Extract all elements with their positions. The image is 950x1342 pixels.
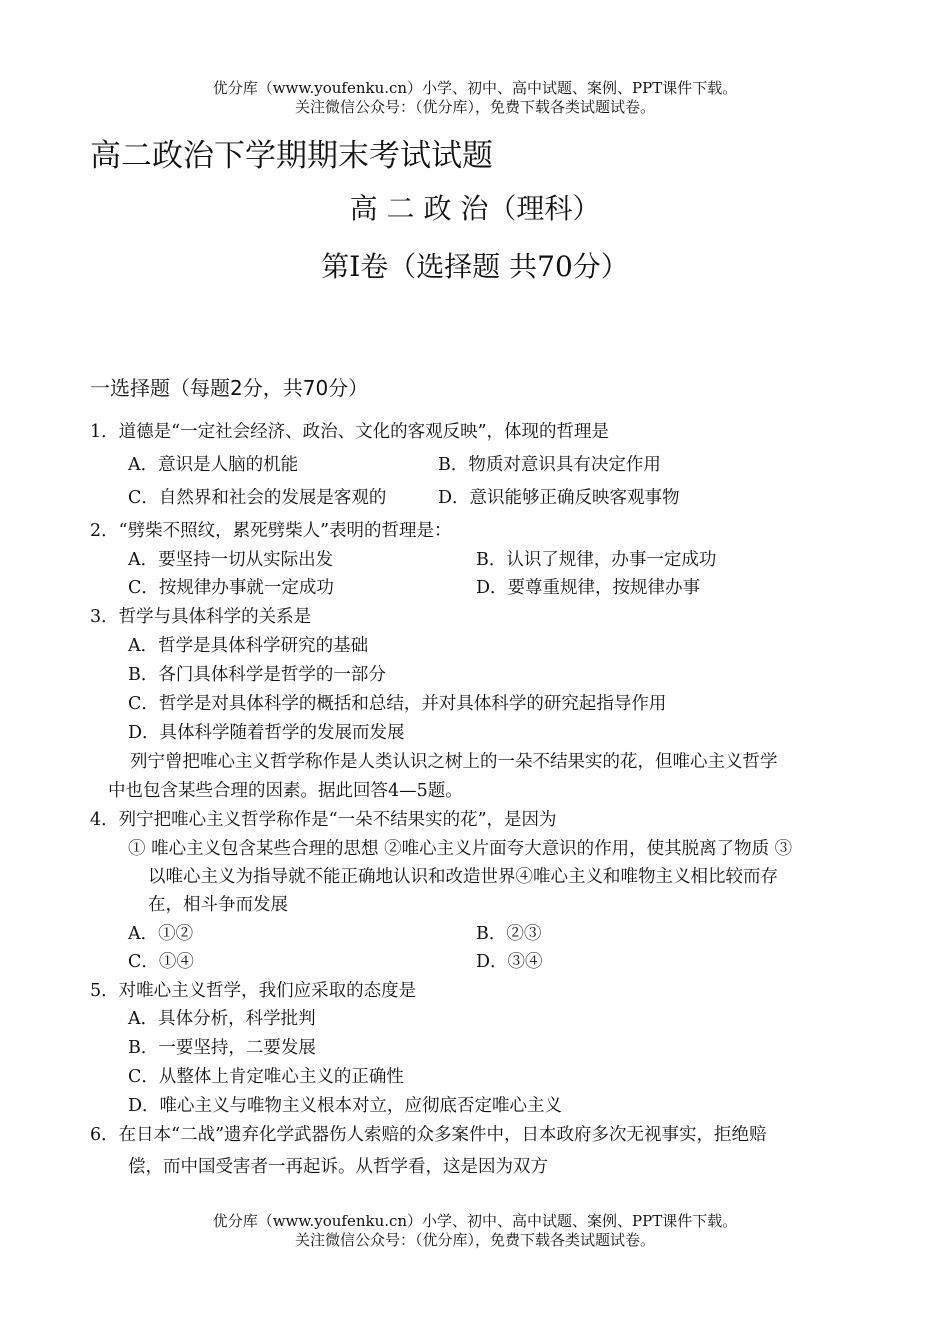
subtitle: 高 二 政 治（理科） [349, 192, 601, 225]
q1-option-d: D．意识能够正确反映客观事物 [438, 488, 680, 508]
q4-statements-line-3: 在，相斗争而发展 [148, 895, 288, 915]
material-line-1: 列宁曾把唯心主义哲学称作是人类认识之树上的一朵不结果实的花，但唯心主义哲学 [130, 752, 778, 772]
q4-statements-line-2: 以唯心主义为指导就不能正确地认识和改造世界④唯心主义和唯物主义相比较而存 [148, 867, 778, 887]
q6-stem-line-1: 6．在日本“二战”遗弃化学武器伤人索赔的众多案件中，日本政府多次无视事实，拒绝赔 [90, 1125, 767, 1145]
q1-option-c: C．自然界和社会的发展是客观的 [128, 488, 387, 508]
q5-option-a: A．具体分析，科学批判 [128, 1009, 316, 1029]
header-line-2: 关注微信公众号：（优分库），免费下载各类试题试卷。 [294, 98, 655, 116]
q1-option-b: B．物质对意识具有决定作用 [438, 455, 661, 475]
q3-stem: 3．哲学与具体科学的关系是 [90, 607, 312, 627]
q6-stem-line-2: 偿，而中国受害者一再起诉。从哲学看，这是因为双方 [128, 1157, 548, 1177]
main-title: 高二政治下学期期末考试试题 [90, 138, 493, 174]
q3-option-a: A．哲学是具体科学研究的基础 [128, 636, 369, 656]
q2-option-b: B．认识了规律，办事一定成功 [476, 550, 717, 570]
q4-stem: 4．列宁把唯心主义哲学称作是“一朵不结果实的花”，是因为 [90, 810, 557, 830]
section-heading: 一选择题（每题2分，共70分） [90, 376, 369, 400]
part-title: 第Ⅰ卷（选择题 共70分） [321, 250, 629, 283]
q5-option-c: C．从整体上肯定唯心主义的正确性 [128, 1067, 404, 1087]
q4-option-b: B．②③ [476, 924, 542, 944]
q3-option-d: D．具体科学随着哲学的发展而发展 [128, 723, 405, 743]
q4-option-a: A．①② [128, 924, 194, 944]
q3-option-c: C．哲学是对具体科学的概括和总结，并对具体科学的研究起指导作用 [128, 694, 667, 714]
q2-option-c: C．按规律办事就一定成功 [128, 578, 334, 598]
q1-stem: 1．道德是“一定社会经济、政治、文化的客观反映”，体现的哲理是 [90, 422, 610, 442]
footer-line-1: 优分库（www.youfenku.cn）小学、初中、高中试题、案例、PPT课件下载。 [212, 1212, 738, 1230]
q3-option-b: B．各门具体科学是哲学的一部分 [128, 665, 386, 685]
q4-statements-line-1: ① 唯心主义包含某些合理的思想 ②唯心主义片面夸大意识的作用，使其脱离了物质 ③ [128, 839, 793, 859]
footer-line-2: 关注微信公众号：（优分库），免费下载各类试题试卷。 [294, 1231, 655, 1249]
q5-option-b: B．一要坚持，二要发展 [128, 1038, 316, 1058]
q4-option-d: D．③④ [476, 952, 543, 972]
header-line-1: 优分库（www.youfenku.cn）小学、初中、高中试题、案例、PPT课件下载。 [212, 79, 738, 97]
q1-option-a: A．意识是人脑的机能 [128, 455, 299, 475]
q5-stem: 5．对唯心主义哲学，我们应采取的态度是 [90, 981, 417, 1001]
q2-option-d: D．要尊重规律，按规律办事 [476, 578, 701, 598]
q4-option-c: C．①④ [128, 952, 194, 972]
q5-option-d: D．唯心主义与唯物主义根本对立，应彻底否定唯心主义 [128, 1096, 563, 1116]
material-line-2: 中也包含某些合理的因素。据此回答4—5题。 [108, 781, 463, 801]
q2-option-a: A．要坚持一切从实际出发 [128, 550, 334, 570]
q2-stem: 2．“劈柴不照纹，累死劈柴人”表明的哲理是： [90, 521, 452, 541]
